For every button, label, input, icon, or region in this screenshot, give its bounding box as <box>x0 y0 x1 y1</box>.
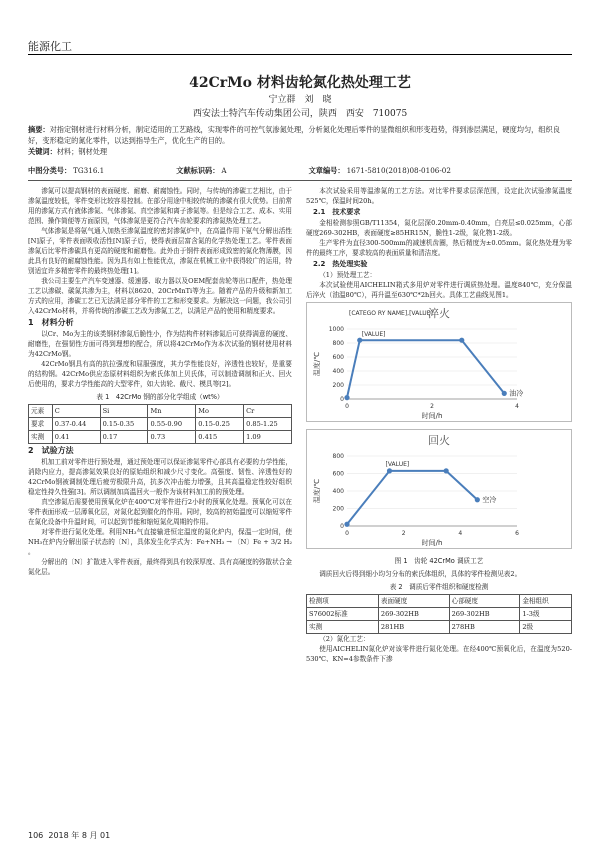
table-cell: 0.41 <box>52 431 100 444</box>
table-header-cell: 元素 <box>29 405 53 418</box>
data-label-artifact: [VALUE] <box>361 331 386 339</box>
y-tick-label: 400 <box>332 488 344 495</box>
table-header-cell: C <box>52 405 100 418</box>
table-cell: 0.85-1.25 <box>244 418 292 431</box>
table-cell: 实测 <box>307 621 379 634</box>
data-label-artifact: [CATEGO RY NAME],[VALUE] <box>349 310 433 317</box>
figure-caption: 图 1 齿轮 42CrMo 调质工艺 <box>394 557 484 565</box>
y-tick-label: 0 <box>340 396 344 403</box>
paragraph: 对零件进行氮化处理。利用NH₃气直接输进恒定温度的氮化炉内，保温一定时间，使NH₃在炉内分解出原子状态的〔N〕，具体发生化学式为：Fe+NH₃ → 〔N〕Fe + 3/2 H₂ 。 <box>28 528 292 556</box>
issue-date: 2018 年 8 月 01 <box>48 831 111 840</box>
x-tick-label: 2 <box>430 403 434 410</box>
table-row <box>29 431 292 444</box>
abstract-text: 对指定钢材进行材料分析，制定适用的工艺路线，实现零件的可控气氛渗氮处理，分析氮化处理后零件的显微组织和形变趋势，得到渗层满足，硬度均匀，组织良好，变形稳定的氮化零件，以达到指导生产，优化生产的目的。 <box>28 125 560 145</box>
table-cell: 要求 <box>29 418 53 431</box>
y-tick-label: 600 <box>332 470 344 478</box>
table-cell: 0.15-0.35 <box>100 418 148 431</box>
abstract-label: 摘要： <box>28 125 50 134</box>
y-tick-label: 800 <box>332 340 344 347</box>
table-cell: 2级 <box>520 621 572 634</box>
table-cell: 0.17 <box>100 431 148 444</box>
data-point <box>502 391 507 396</box>
table-cell: 0.55-0.90 <box>148 418 196 431</box>
table-cell: 0.73 <box>148 431 196 444</box>
table-header-cell: 金相组织 <box>520 595 572 608</box>
data-point <box>387 468 392 473</box>
page-number: 106 <box>28 831 44 840</box>
article-meta <box>28 166 572 176</box>
x-tick-label: 0 <box>345 403 349 410</box>
cooling-annotation: 空冷 <box>482 495 497 504</box>
paragraph: 气体渗氮是将氨气通入加热至渗氮温度的密封渗氮炉中，在高温作用下氨气分解出活性[N]原子，零件表面吸收活性[N]原子后，使得表面层富含氮的化学热处理工艺。零件表面渗氮后比零件渗碳具有更高的硬度和耐磨性。此外由于钢件表面形成致密的氮化物薄膜，因此具有良好的耐腐蚀性能。因为具有如上性能优点，渗氮在机械工业中获得较广的运用，特别适宜许多精密零件的最终热处理[1]。 <box>28 227 292 275</box>
paragraph: 调质回火后得到细小均匀分布的索氏体组织，具体的零件检测见表2。 <box>319 570 522 578</box>
article-id-value: 1671-5810(2018)08-0106-02 <box>346 166 451 175</box>
y-tick-label: 200 <box>332 505 344 513</box>
paragraph: 真空渗氮后需要使用预氧化炉在400℃对零件进行2小时的预氧化处理。预氧化可以在零件表面形成一层薄氧化层，对氮化起到催化的作用。同时，较高的初始温度可以缩短零件在氮化设备中升温时间，可以起到节能和缩短氮化周期的作用。 <box>28 498 292 526</box>
y-tick-label: 200 <box>332 382 344 389</box>
table-cell: 278HB <box>449 621 520 634</box>
data-point <box>475 497 480 502</box>
table-cell: 269-302HB <box>449 608 520 621</box>
table-cell: 0.415 <box>196 431 244 444</box>
table1-caption: 表 1 42CrMo 钢的部分化学组成（wt%） <box>96 393 224 401</box>
table-cell: S76002标准 <box>307 608 379 621</box>
y-axis-label: 温度/℃ <box>313 351 321 377</box>
table-header-cell: Si <box>100 405 148 418</box>
data-point <box>357 338 362 343</box>
table-cell: 281HB <box>378 621 449 634</box>
affiliation: 西安法士特汽车传动集团公司，陕西 西安 710075 <box>192 109 408 119</box>
subsection-heading: 2.2 热处理实验 <box>313 260 368 268</box>
section-heading: 2 试验方法 <box>28 446 74 455</box>
table-header-cell: Mn <box>148 405 196 418</box>
data-label-artifact: [VALUE] <box>385 460 410 468</box>
clc-label: 中图分类号： <box>28 166 72 175</box>
table-header-cell: 检测项 <box>307 595 379 608</box>
chart-title: 回火 <box>428 434 450 447</box>
paragraph: 使用AICHELIN氮化炉对该零件进行氮化处理。在经400℃预氧化后，在温度为520-530℃、KN=4参数条件下渗 <box>306 645 572 663</box>
y-tick-label: 800 <box>332 453 344 460</box>
table2-caption: 表 2 调质后零件组织和硬度检测 <box>389 583 489 591</box>
data-point <box>344 522 349 527</box>
y-tick-label: 600 <box>332 354 344 361</box>
authors: 宁立群 刘 晓 <box>268 95 332 105</box>
paragraph: 机加工前对零件进行预处理，通过预处理可以保证渗氮零件心部具有必要的力学性能，消除内应力，提高渗氮效果良好的原始组织和减少尺寸变化。高强度、韧性、淬透性好的42CrMo钢被调制处理后疲劳极限升高，抗多次冲击能力增强，且其高温稳定性较好组织稳定性持久性强[3]。所以调制加高温回火一般作为该材料加工前的预处理。 <box>28 458 292 496</box>
table-cell: 1.09 <box>244 431 292 444</box>
x-tick-label: 2 <box>401 530 406 537</box>
abstract <box>28 124 572 157</box>
paragraph: 本次试验采用等温渗氮的工艺方法。对比零件要求层深范围，设定此次试验渗氮温度525℃，保温时间20h。 <box>306 187 572 205</box>
table-header-cell: 心部硬度 <box>449 595 520 608</box>
paragraph: 生产零件为直径300-500mm的减速机齿圈，热后精度为±0.05mm。氮化热处理为零件的最终工序，要求较高的表面质量和清洁度。 <box>306 239 572 257</box>
header-divider <box>28 54 572 55</box>
paragraph: 渗氮可以提高钢材的表面硬度、耐磨、耐腐蚀性。同时，与传统的渗碳工艺相比，由于渗氮温度较低，零件变形比较容易控制。在部分用途中相较传统的渗碳有很大优势。目前常用的渗氮方式有液体渗氮、气体渗氮、真空渗氮和离子渗氮等。但是综合工艺、成本、实用范围、操作简便等方面原因，气体渗氮是更符合汽车齿轮要求的渗氮热处理工艺。 <box>28 187 292 225</box>
y-tick-label: 1000 <box>328 326 344 333</box>
table-header-row <box>307 595 572 608</box>
data-point <box>459 338 464 343</box>
paragraph: 42CrMo钢具有高的抗拉强度和屈服强度，其力学性能良好，淬透性也较好，是重要的结构钢。42CrMo供应态原材料组织为索氏体加上贝氏体，可以制造调制和正火、回火后使用的，要求力学性能高的大型零件，如大齿轮、截尺、模具等[2]。 <box>28 360 292 388</box>
paragraph: 金相检测参照GB/T11354，氮化层深0.20mm-0.40mm，白亮层≤0.025mm，心部硬度269-302HB，表面硬度≥85HR15N，脆性1-2级，氮化物1-2级。 <box>306 219 572 237</box>
paragraph: （2）氮化工艺： <box>319 635 370 643</box>
temper-chart <box>306 429 572 549</box>
section-heading: 1 材料分析 <box>28 318 74 327</box>
code-label: 文献标识码： <box>176 166 220 175</box>
y-axis-label: 温度/℃ <box>313 478 321 504</box>
keywords-label: 关键词： <box>28 147 57 156</box>
keywords-text: 材料；钢材处理 <box>56 147 108 156</box>
page-footer <box>28 830 110 841</box>
x-axis-label: 时间/h <box>421 539 443 547</box>
table-cell: 实测 <box>29 431 53 444</box>
table-row <box>307 621 572 634</box>
code-value: A <box>221 166 227 175</box>
data-point <box>344 395 349 400</box>
x-tick-label: 6 <box>515 530 519 537</box>
table-header-row <box>29 405 292 418</box>
article-id-label: 文章编号： <box>308 166 345 175</box>
paragraph: 分解出的〔N〕扩散进入零件表面，最终得到具有较深厚度、具有高硬度的弥散状合金氮化层。 <box>28 558 292 576</box>
table-cell: 0.37-0.44 <box>52 418 100 431</box>
table-cell: 0.15-0.25 <box>196 418 244 431</box>
table-cell: 269-302HB <box>378 608 449 621</box>
paragraph: 以Cr、Mo为主的该类钢材渗氮后脆性小，作为结构件材料渗氮后可获得满意的硬度、耐磨性，在强韧性方面可得到理想的配合，所以将42CrMo作为本次试验的钢材使用材料为42CrMo钢。 <box>28 330 292 358</box>
right-column <box>306 186 572 664</box>
clc-value: TG316.1 <box>73 166 105 175</box>
composition-table <box>28 404 292 444</box>
y-tick-label: 400 <box>332 368 344 375</box>
paper-title: 42CrMo 材料齿轮氮化热处理工艺 <box>189 75 411 91</box>
subsection-heading: 2.1 技术要求 <box>313 208 361 216</box>
chart-title: 淬火 <box>428 307 450 320</box>
hardness-table <box>306 594 572 634</box>
table-cell: 1-3级 <box>520 608 572 621</box>
table-header-cell: Cr <box>244 405 292 418</box>
table-header-cell: 表面硬度 <box>378 595 449 608</box>
table-header-cell: Mo <box>196 405 244 418</box>
x-tick-label: 0 <box>345 530 349 537</box>
left-column <box>28 186 292 577</box>
cooling-annotation: 油冷 <box>509 389 524 398</box>
x-tick-label: 4 <box>458 530 463 537</box>
journal-header: 能源化工 <box>28 40 72 53</box>
paragraph: 我公司主要生产汽车变速器、缓速器、取力器以及OEM配套齿轮等出口配件，热处理工艺以渗碳、碳氮共渗为主，材料以8620、20CrMnTi等为主。随着产品的升级和新加工方式的应用，渗碳工艺已无法满足部分零件的工艺和形变要求。为解决这一问题，我公司引入42CrMo材料，并将传统的渗碳工艺改为渗氮工艺，以满足产品的使用和精度要求。 <box>28 277 292 315</box>
quench-chart <box>306 302 572 422</box>
paragraph: 本次试验使用AICHELIN箱式多用炉对零件进行调质热处理。温度840℃，充分保温后淬火（油温80℃），再升温至630℃*2h回火。具体工艺曲线见图1。 <box>306 281 572 299</box>
data-point <box>444 468 449 473</box>
x-tick-label: 4 <box>515 403 519 410</box>
paragraph: （1）预处理工艺： <box>319 271 377 279</box>
table-row <box>307 608 572 621</box>
y-tick-label: 0 <box>340 523 344 530</box>
x-axis-label: 时间/h <box>421 412 443 420</box>
meta-divider <box>28 180 572 181</box>
table-row <box>29 418 292 431</box>
series-line <box>347 471 477 524</box>
series-line <box>347 340 504 397</box>
